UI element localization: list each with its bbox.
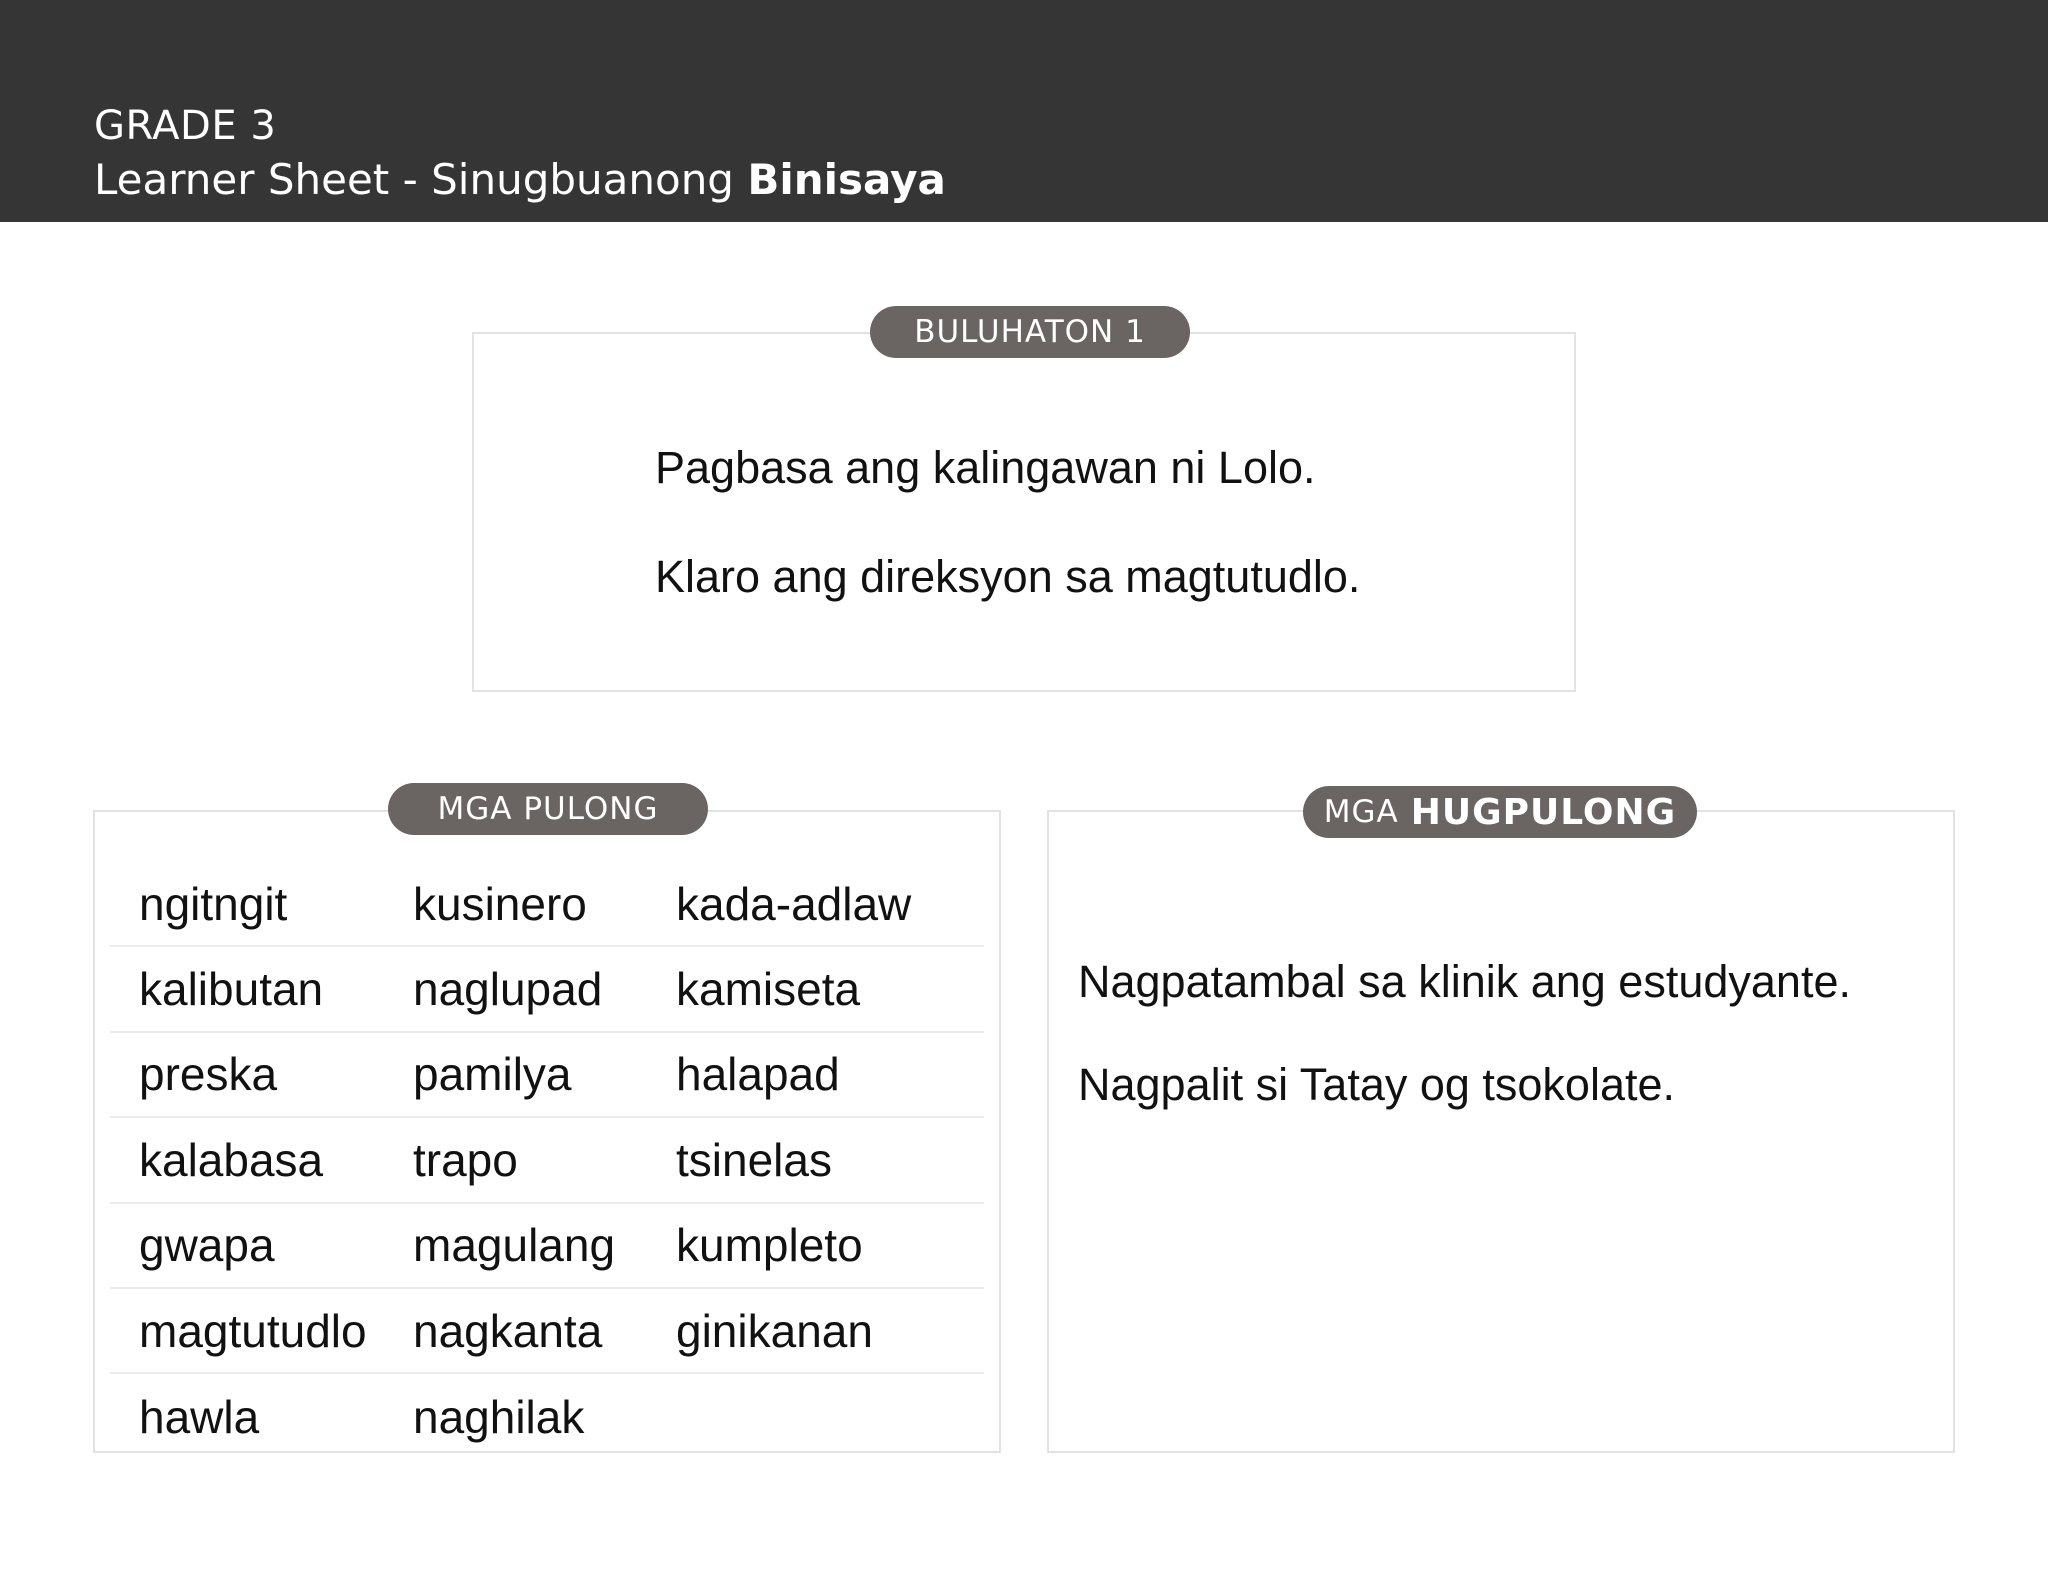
word-cell: kada-adlaw [676,877,912,930]
sheet-subtitle [94,155,946,204]
task-sentence-2: Klaro ang direksyon sa magtutudlo. [655,551,1361,602]
phrases-label [1303,786,1697,838]
subtitle-prefix: Learner Sheet - Sinugbuanong [94,155,734,204]
word-row [110,1289,984,1374]
grade-label: GRADE 3 [94,103,277,149]
word-cell: magulang [413,1219,616,1272]
word-row [110,947,984,1032]
word-cell: halapad [676,1048,840,1101]
page-header [0,0,2048,222]
word-row [110,1033,984,1118]
task-sentence-1: Pagbasa ang kalingawan ni Lolo. [655,442,1316,493]
word-cell: kusinero [413,877,587,930]
word-cell: kalabasa [139,1133,324,1186]
phrases-label-strong: HUGPULONG [1410,791,1677,833]
word-cell: pamilya [413,1048,572,1101]
phrases-label-prefix: MGA [1323,794,1399,830]
word-cell: preska [139,1048,278,1101]
word-list [110,862,984,1460]
word-cell: naglupad [413,963,603,1016]
word-cell: tsinelas [676,1133,832,1186]
word-cell: hawla [139,1391,260,1444]
word-cell: kalibutan [139,963,324,1016]
word-cell: trapo [413,1133,518,1186]
word-cell: naghilak [413,1391,585,1444]
word-row [110,1374,984,1459]
phrase-sentence-1: Nagpatambal sa klinik ang estudyante. [1078,956,1851,1007]
phrases-panel [1047,810,1955,1453]
phrase-sentence-2: Nagpalit si Tatay og tsokolate. [1078,1059,1676,1110]
words-label: MGA PULONG [388,783,708,835]
word-cell: nagkanta [413,1304,603,1357]
task-label: BULUHATON 1 [870,306,1190,358]
word-row [110,1204,984,1289]
task-panel [472,332,1576,692]
word-cell: magtutudlo [139,1304,367,1357]
subtitle-language: Binisaya [747,155,946,204]
word-cell: kumpleto [676,1219,863,1272]
word-row [110,862,984,947]
word-cell: kamiseta [676,963,861,1016]
word-cell: ginikanan [676,1304,873,1357]
word-row [110,1118,984,1203]
word-cell: ngitngit [139,877,288,930]
word-cell: gwapa [139,1219,275,1272]
